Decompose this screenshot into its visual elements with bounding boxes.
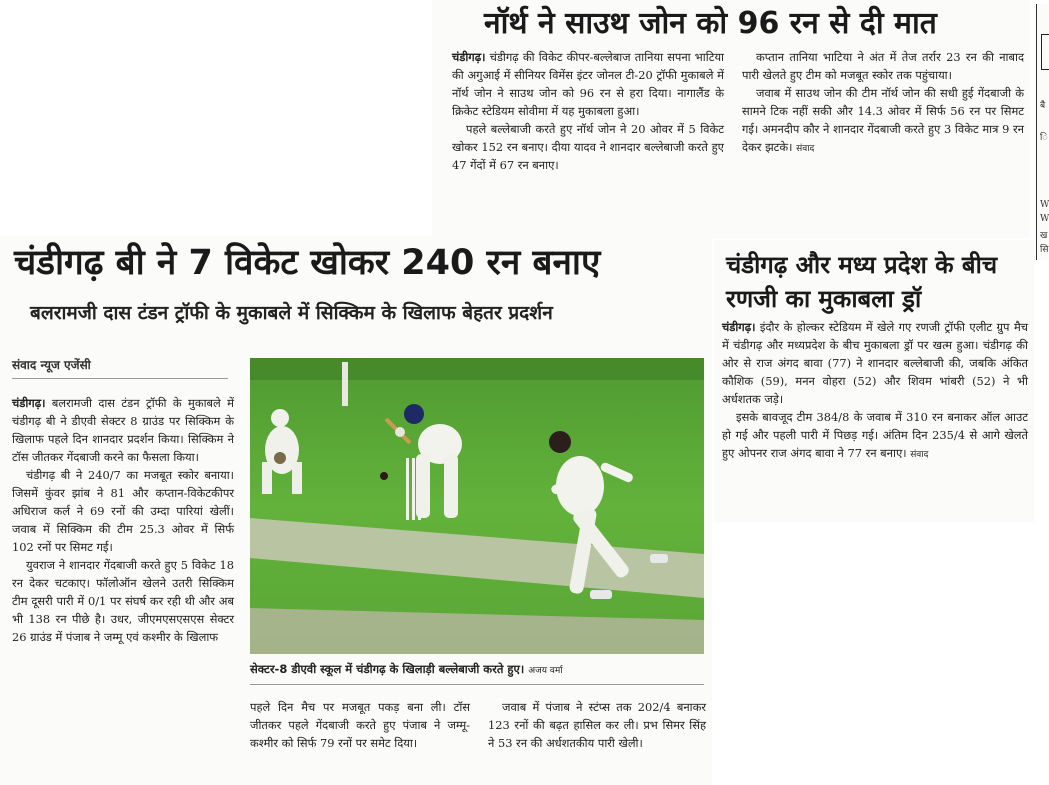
- main-column-2: [250, 698, 470, 784]
- edge-fragment: ि: [1040, 133, 1048, 143]
- main-paragraph-2: चंडीगढ़ बी ने 240/7 का मजबूत स्कोर बनाया। जिसमें कुंवर झांब ने 81 और कप्तान-विकेटकीपर अधिराज कर्ल ने 69 रनों की उम्दा पारियां खेलीं। जवाब में सिक्किम की टीम 25.3 ओवर में सिर्फ 102 रनों पर सिमट गई।: [12, 468, 234, 554]
- edge-fragment: W: [1040, 214, 1049, 224]
- north-south-column-2: [742, 48, 1024, 234]
- main-dateline: चंडीगढ़।: [12, 396, 46, 410]
- edge-fragment: बै: [1040, 101, 1046, 111]
- edge-bracket: [1041, 34, 1049, 70]
- byline: संवाद न्यूज एजेंसी: [12, 358, 91, 372]
- cricket-scene-illustration: [250, 358, 704, 654]
- north-south-dateline: चंडीगढ़।: [452, 50, 486, 64]
- edge-fragment: W: [1040, 200, 1049, 210]
- ranji-article: [714, 240, 1034, 522]
- main-paragraph-5: जवाब में पंजाब ने स्टंप्स तक 202/4 बनाकर 123 रनों की बढ़त हासिल कर ली। प्रभ सिमर सिंह ने 53 रन की अर्धशतकीय पारी खेली।: [488, 700, 706, 750]
- cricket-ball: [380, 472, 388, 480]
- ranji-headline: चंडीगढ़ और मध्य प्रदेश के बीच रणजी का मुकाबला ड्रॉ: [726, 251, 998, 313]
- north-south-paragraph-2: पहले बल्लेबाजी करते हुए नॉर्थ जोन ने 20 ओवर में 5 विकेट खोकर 152 रन बनाए। दीया यादव ने शानदार बल्लेबाजी करते हुए 47 गेंदों में 67 रन बनाए।: [452, 122, 724, 172]
- edge-fragment: सि: [1040, 245, 1049, 255]
- north-south-column-1: [452, 48, 724, 234]
- byline-divider: [12, 378, 228, 379]
- ranji-body: [722, 318, 1028, 464]
- caption-divider: [250, 684, 704, 685]
- main-column-1: [12, 394, 234, 784]
- north-south-paragraph-4: जवाब में साउथ जोन की टीम नॉर्थ जोन की सधी हुई गेंदबाजी के सामने टिक नहीं सकी और 14.3 ओवर में सिर्फ 56 रन पर सिमट गई। अमनदीप कौर ने शानदार गेंदबाजी करते हुए 3 विकेट मात्र 9 रन देकर झटके। संवाद: [742, 86, 1024, 154]
- edge-fragment: ख: [1040, 231, 1048, 241]
- photo-caption-text: सेक्टर-8 डीएवी स्कूल में चंडीगढ़ के खिलाड़ी बल्लेबाजी करते हुए।: [250, 662, 525, 676]
- adjacent-clipping-edge: [1036, 4, 1048, 260]
- main-paragraph-1: चंडीगढ़। बलरामजी दास टंडन ट्रॉफी के मुकाबले में चंडीगढ़ बी ने डीएवी सेक्टर 8 ग्राउंड पर सिक्किम के खिलाफ पहले दिन शानदार प्रदर्शन किया। सिक्किम ने टॉस जीतकर गेंदबाजी करने का फैसला किया।: [12, 396, 234, 464]
- north-south-article: [432, 0, 1030, 238]
- ranji-credit: संवाद: [910, 450, 929, 460]
- main-article: [0, 236, 712, 785]
- main-column-3: [488, 698, 706, 784]
- main-paragraph-4: पहले दिन मैच पर मजबूत पकड़ बना ली। टॉस जीतकर पहले गेंदबाजी करते हुए पंजाब ने जम्मू-कश्मीर को सिर्फ 79 रनों पर समेट दिया।: [250, 700, 470, 750]
- ranji-paragraph-2: इसके बावजूद टीम 384/8 के जवाब में 310 रन बनाकर ऑल आउट हो गई और पहली पारी में पिछड़ गई। अंतिम दिन 235/4 से आगे खेलते हुए ओपनर राज अंगद बावा ने 77 रन बनाए। संवाद: [722, 410, 1028, 460]
- main-subheadline: बलरामजी दास टंडन ट्रॉफी के मुकाबले में सिक्किम के खिलाफ बेहतर प्रदर्शन: [30, 302, 553, 324]
- north-south-credit: संवाद: [796, 144, 815, 154]
- cricket-match-photo: [250, 358, 704, 654]
- ranji-paragraph-1: चंडीगढ़। इंदौर के होल्कर स्टेडियम में खेले गए रणजी ट्रॉफी एलीट ग्रुप मैच में चंडीगढ़ और मध्यप्रदेश के बीच मुकाबला ड्रॉ पर खत्म हुआ। चंडीगढ़ की ओर से राज अंगद बावा (77) ने शानदार बल्लेबाजी की, जबकि अंकित कौशिक (59), मनन वोहरा (52) और शिवम भांबरी (52) ने भी अर्धशतक जड़े।: [722, 320, 1028, 406]
- main-paragraph-3: युवराज ने शानदार गेंदबाजी करते हुए 5 विकेट 18 रन देकर चटकाए। फॉलोऑन खेलने उतरी सिक्किम टीम दूसरी पारी में 0/1 पर संघर्ष कर रही थी और अब भी 138 रन पीछे है। उधर, जीएमएसएसएस सेक्टर 26 ग्राउंड में पंजाब ने जम्मू एवं कश्मीर के खिलाफ: [12, 558, 234, 644]
- photo-caption: [250, 660, 704, 680]
- photo-credit: अजय वर्मा: [528, 666, 563, 676]
- north-south-headline: नॉर्थ ने साउथ जोन को 96 रन से दी मात: [484, 6, 937, 41]
- ranji-dateline: चंडीगढ़।: [722, 320, 756, 334]
- main-headline: चंडीगढ़ बी ने 7 विकेट खोकर 240 रन बनाए: [14, 243, 601, 283]
- north-south-paragraph-3: कप्तान तानिया भाटिया ने अंत में तेज तर्रार 23 रन की नाबाद पारी खेलते हुए टीम को मजबूत स्कोर तक पहुंचाया।: [742, 50, 1024, 82]
- north-south-paragraph-1: चंडीगढ़। चंडीगढ़ की विकेट कीपर-बल्लेबाज तानिया सपना भाटिया की अगुआई में सीनियर विमेंस इंटर जोनल टी-20 ट्रॉफी मुकाबले में नॉर्थ जोन ने साउथ जोन को 96 रन से हरा दिया। नागालैंड के क्रिकेट स्टेडियम सोवीमा में यह मुकाबला हुआ।: [452, 50, 724, 118]
